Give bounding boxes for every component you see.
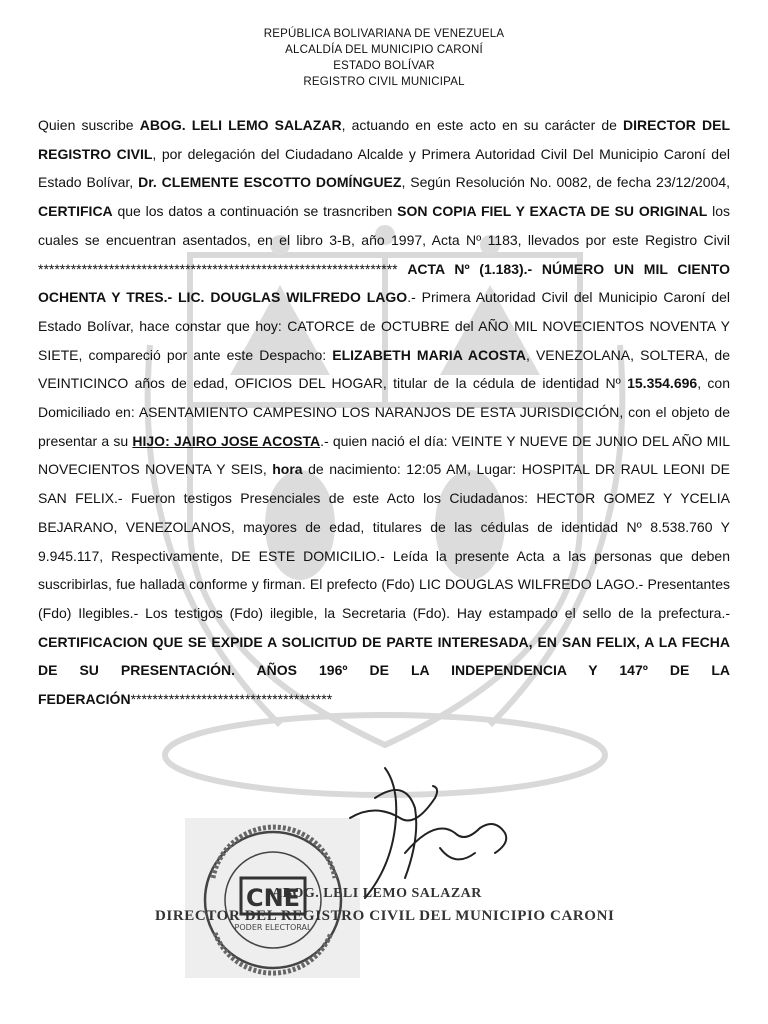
document-header [0,26,768,90]
copy-statement: SON COPIA FIEL Y EXACTA DE SU ORIGINAL [397,203,708,220]
body-text: que los datos a continuación se trasncriben [112,203,398,220]
body-text: , con Domiciliado en: ASENTAMIENTO CAMPESINO LOS NARANJOS DE ESTA JURISDICCIÓN, con el objeto de presentar a su [38,375,730,449]
signer-stamp-name: ABOG. LELI LEMO SALAZAR [272,886,482,901]
body-text: .- quien nació el día: VEINTE Y NUEVE DE JUNIO DEL AÑO MIL NOVECIENTOS NOVENTA Y SEIS, [38,432,730,478]
body-text: , actuando en este acto en su carácter de [341,117,624,133]
header-alcaldia: ALCALDÍA DEL MUNICIPIO CARONÍ [285,44,483,56]
body-text: , por delegación del Ciudadano Alcalde y Primera Autoridad Civil Del Municipio Caroní del Estado Bolívar, [38,145,730,191]
svg-text:CNE: CNE [245,884,301,912]
signer-role: DIRECTOR DEL REGISTRO CIVIL [38,117,730,162]
svg-text:PODER ELECTORAL: PODER ELECTORAL [234,923,312,932]
body-text: .- Primera Autoridad Civil del Municipio Caroní del Estado Bolívar, hace constar que hoy: CATORCE de OCTUBRE del AÑO MIL NOVECIENTOS NOVENTA Y SIETE, compareció por ante este Despacho: [38,289,730,363]
closing-asterisks: ************************************* [130,691,333,708]
header-registro: REGISTRO CIVIL MUNICIPAL [303,76,465,88]
body-text: , Según Resolución No. 0082, de fecha 23/12/2004, [401,174,731,191]
mother-name: ELIZABETH MARIA ACOSTA [332,346,526,363]
body-text: los cuales se encuentran asentados, en el libro 3-B, año 1997, Acta Nº 1183, llevados por este Registro Civil ****************************************************************** [38,203,730,277]
signer-name: ABOG. LELI LEMO SALAZAR [139,117,342,133]
hora-label: hora [272,461,303,478]
body-text: , VENEZOLANA, SOLTERA, de VEINTICINCO años de edad, OFICIOS DEL HOGAR, titular de la cédula de identidad Nº [38,346,730,392]
header-estado: ESTADO BOLÍVAR [333,60,435,72]
header-republic: REPÚBLICA BOLIVARIANA DE VENEZUELA [263,28,505,40]
certifica-word: CERTIFICA [38,203,113,220]
id-number: 15.354.696 [627,375,698,392]
signer-stamp-title: DIRECTOR DEL REGISTRO CIVIL DEL MUNICIPIO CARONI [155,908,615,924]
certificate-body [38,111,730,714]
handwritten-signature [345,758,525,908]
body-text: Quien suscribe [38,117,140,133]
child-name: HIJO: JAIRO JOSE ACOSTA [132,432,321,449]
certification-closing: CERTIFICACION QUE SE EXPIDE A SOLICITUD DE PARTE INTERESADA, EN SAN FELIX, A LA FECHA DE SU PRESENTACIÓN. AÑOS 196º DE LA INDEPENDENCIA Y 147º DE LA FEDERACIÓN [38,633,730,708]
body-text: de nacimiento: 12:05 AM, Lugar: HOSPITAL DR RAUL LEONI DE SAN FELIX.- Fueron testigos Presenciales de este Acto los Ciudadanos: HECTOR GOMEZ Y YCELIA BEJARANO, VENEZOLANOS, mayores de edad, titulares de las cédulas de identidad Nº 8.538.760 Y 9.945.117, Respectivamente, DE ESTE DOMICILIO.- Leída la presente Acta a las personas que deben suscribirlas, fue hallada conforme y firman. El prefecto (Fdo) LIC DOUGLAS WILFREDO LAGO.- Presentantes (Fdo) Ilegibles.- Los testigos (Fdo) ilegible, la Secretaria (Fdo). Hay estampado el sello de la prefectura.- [38,461,730,621]
acta-heading: ACTA Nº (1.183).- NÚMERO UN MIL CIENTO OCHENTA Y TRES.- LIC. DOUGLAS WILFREDO LAGO [38,260,730,306]
mayor-name: Dr. CLEMENTE ESCOTTO DOMÍNGUEZ [138,174,402,191]
